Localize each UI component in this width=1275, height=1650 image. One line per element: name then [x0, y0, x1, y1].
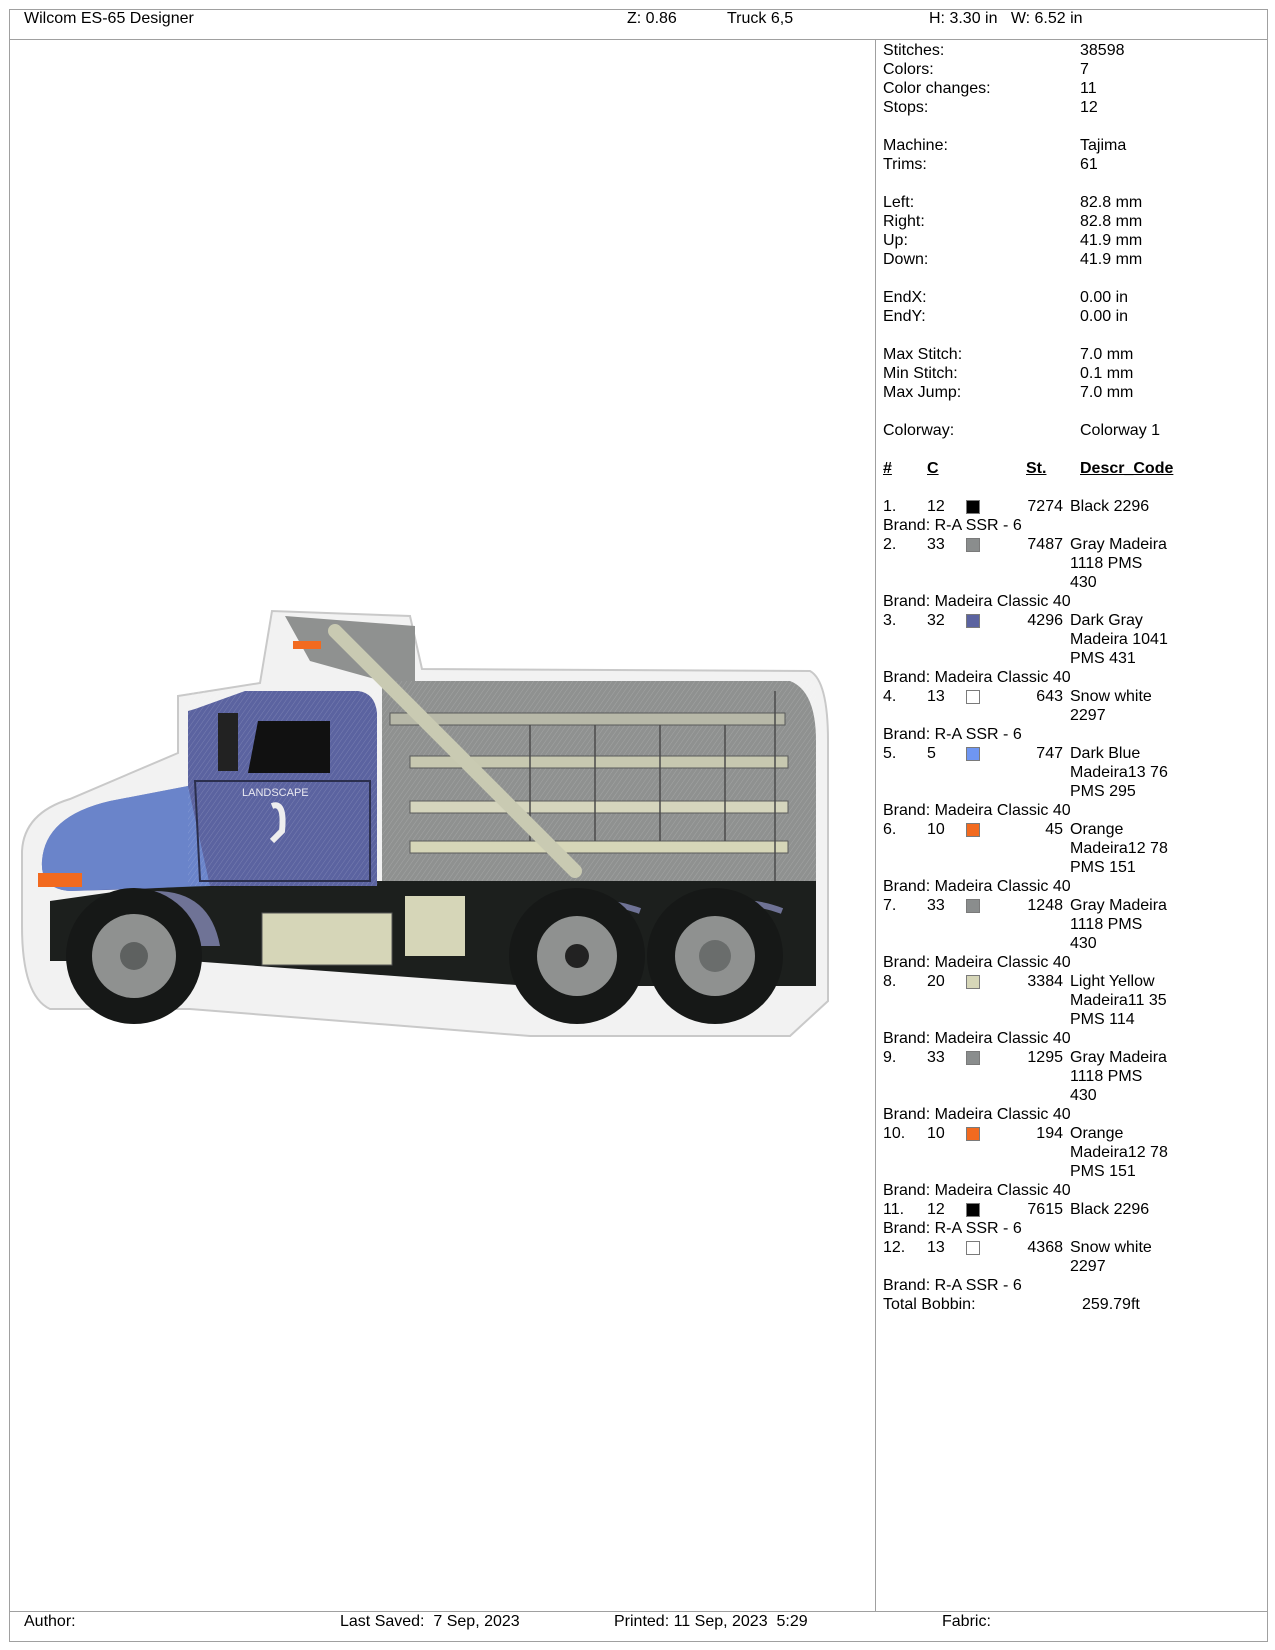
- design-name: Truck 6,5: [727, 10, 794, 27]
- headlight: [38, 873, 82, 887]
- total-bobbin: Total Bobbin: 259.79ft: [883, 1296, 1140, 1313]
- color-row-code: 33: [927, 1049, 945, 1066]
- color-row-description: 2297: [1070, 1258, 1106, 1275]
- color-row-stitches: 194: [1036, 1125, 1063, 1142]
- color-row-description: PMS 151: [1070, 859, 1136, 876]
- col-description: Descr_Code: [1080, 460, 1174, 477]
- color-row-brand: Brand: R-A SSR - 6: [883, 517, 1022, 534]
- color-row-description: Black 2296: [1070, 1201, 1150, 1218]
- color-row-number: 12.: [883, 1239, 906, 1256]
- color-row-description: Black 2296: [1070, 498, 1150, 515]
- color-row-stitches: 1295: [1027, 1049, 1063, 1066]
- color-row-description: 1118 PMS: [1070, 555, 1143, 572]
- color-row-brand: Brand: Madeira Classic 40: [883, 669, 1071, 686]
- color-row-stitches: 643: [1036, 688, 1063, 705]
- color-row-description: Gray Madeira: [1070, 1049, 1167, 1066]
- color-row-number: 9.: [883, 1049, 897, 1066]
- color-row-number: 7.: [883, 897, 897, 914]
- app-title: Wilcom ES-65 Designer: [24, 10, 194, 27]
- color-row-number: 1.: [883, 498, 897, 515]
- color-row-stitches: 7487: [1027, 536, 1063, 553]
- color-row-stitches: 4368: [1027, 1239, 1063, 1256]
- cab-window: [248, 721, 330, 773]
- color-row-description: Light Yellow: [1070, 973, 1155, 990]
- color-row-number: 6.: [883, 821, 897, 838]
- color-row-code: 33: [927, 897, 945, 914]
- color-row-stitches: 4296: [1027, 612, 1063, 629]
- color-row-brand: Brand: R-A SSR - 6: [883, 1277, 1022, 1294]
- rear-wheel-1: [509, 888, 645, 1024]
- color-row-stitches: 747: [1036, 745, 1063, 762]
- color-row-stitches: 3384: [1027, 973, 1063, 990]
- panel-divider: [875, 40, 876, 1612]
- design-canvas: [10, 41, 874, 1611]
- color-row-description: PMS 114: [1070, 1011, 1135, 1028]
- color-row-code: 5: [927, 745, 936, 762]
- footer-last-saved: Last Saved: 7 Sep, 2023: [340, 1613, 520, 1630]
- color-row-description: Madeira12 78: [1070, 840, 1168, 857]
- color-row-code: 13: [927, 1239, 945, 1256]
- color-row-number: 11.: [883, 1201, 905, 1218]
- color-row-number: 4.: [883, 688, 897, 705]
- color-row-description: Snow white: [1070, 688, 1152, 705]
- color-row-number: 2.: [883, 536, 897, 553]
- color-row-brand: Brand: Madeira Classic 40: [883, 802, 1071, 819]
- color-row-description: 430: [1070, 1087, 1097, 1104]
- col-stitches: St.: [1026, 460, 1047, 477]
- color-row-code: 20: [927, 973, 945, 990]
- color-row-code: 10: [927, 821, 945, 838]
- color-row-description: PMS 151: [1070, 1163, 1136, 1180]
- color-row-description: PMS 295: [1070, 783, 1136, 800]
- color-row-description: 430: [1070, 574, 1097, 591]
- color-row-stitches: 45: [1045, 821, 1063, 838]
- color-row-stitches: 7615: [1027, 1201, 1063, 1218]
- color-row-brand: Brand: Madeira Classic 40: [883, 1030, 1071, 1047]
- color-row-stitches: 1248: [1027, 897, 1063, 914]
- color-row-brand: Brand: Madeira Classic 40: [883, 1106, 1071, 1123]
- color-row-description: Orange: [1070, 821, 1124, 838]
- color-row-description: PMS 431: [1070, 650, 1136, 667]
- color-row-code: 32: [927, 612, 945, 629]
- color-row-description: 1118 PMS: [1070, 916, 1143, 933]
- color-row-brand: Brand: R-A SSR - 6: [883, 1220, 1022, 1237]
- color-row-brand: Brand: Madeira Classic 40: [883, 1182, 1071, 1199]
- color-row-stitches: 7274: [1027, 498, 1063, 515]
- color-row-description: Madeira13 76: [1070, 764, 1168, 781]
- dump-truck-artwork: [10, 41, 874, 1611]
- color-row-description: Gray Madeira: [1070, 897, 1167, 914]
- zoom-readout: Z: 0.86: [627, 10, 677, 27]
- front-wheel: [66, 888, 202, 1024]
- color-row-description: Madeira12 78: [1070, 1144, 1168, 1161]
- color-row-description: Snow white: [1070, 1239, 1152, 1256]
- rear-wheel-2: [647, 888, 783, 1024]
- color-row-brand: Brand: Madeira Classic 40: [883, 593, 1071, 610]
- step-box: [405, 896, 465, 956]
- color-row-code: 13: [927, 688, 945, 705]
- header-divider: [9, 39, 1268, 40]
- color-row-number: 8.: [883, 973, 897, 990]
- color-row-code: 12: [927, 498, 945, 515]
- color-row-number: 5.: [883, 745, 897, 762]
- footer-author: Author:: [24, 1613, 76, 1630]
- color-row-description: Madeira11 35: [1070, 992, 1167, 1009]
- col-code: C: [927, 460, 939, 477]
- color-row-description: Gray Madeira: [1070, 536, 1167, 553]
- color-table-header: [883, 459, 1263, 479]
- color-row-description: Dark Blue: [1070, 745, 1141, 762]
- color-row-description: Orange: [1070, 1125, 1124, 1142]
- color-row-code: 33: [927, 536, 945, 553]
- color-row-brand: Brand: R-A SSR - 6: [883, 726, 1022, 743]
- color-row-number: 10.: [883, 1125, 906, 1142]
- color-row-brand: Brand: Madeira Classic 40: [883, 954, 1071, 971]
- color-row-number: 3.: [883, 612, 897, 629]
- color-row-description: Dark Gray: [1070, 612, 1143, 629]
- color-row-brand: Brand: Madeira Classic 40: [883, 878, 1071, 895]
- fuel-tank: [262, 913, 392, 965]
- color-row-description: 430: [1070, 935, 1097, 952]
- color-row-description: Madeira 1041: [1070, 631, 1168, 648]
- footer-fabric: Fabric:: [942, 1613, 991, 1630]
- color-row-code: 10: [927, 1125, 945, 1142]
- col-number: #: [883, 460, 892, 477]
- color-row-code: 12: [927, 1201, 945, 1218]
- color-row-description: 2297: [1070, 707, 1106, 724]
- footer-printed: Printed: 11 Sep, 2023 5:29: [614, 1613, 808, 1630]
- color-row-description: 1118 PMS: [1070, 1068, 1143, 1085]
- design-size: H: 3.30 in W: 6.52 in: [929, 10, 1083, 27]
- door-lettering: LANDSCAPE: [242, 787, 309, 799]
